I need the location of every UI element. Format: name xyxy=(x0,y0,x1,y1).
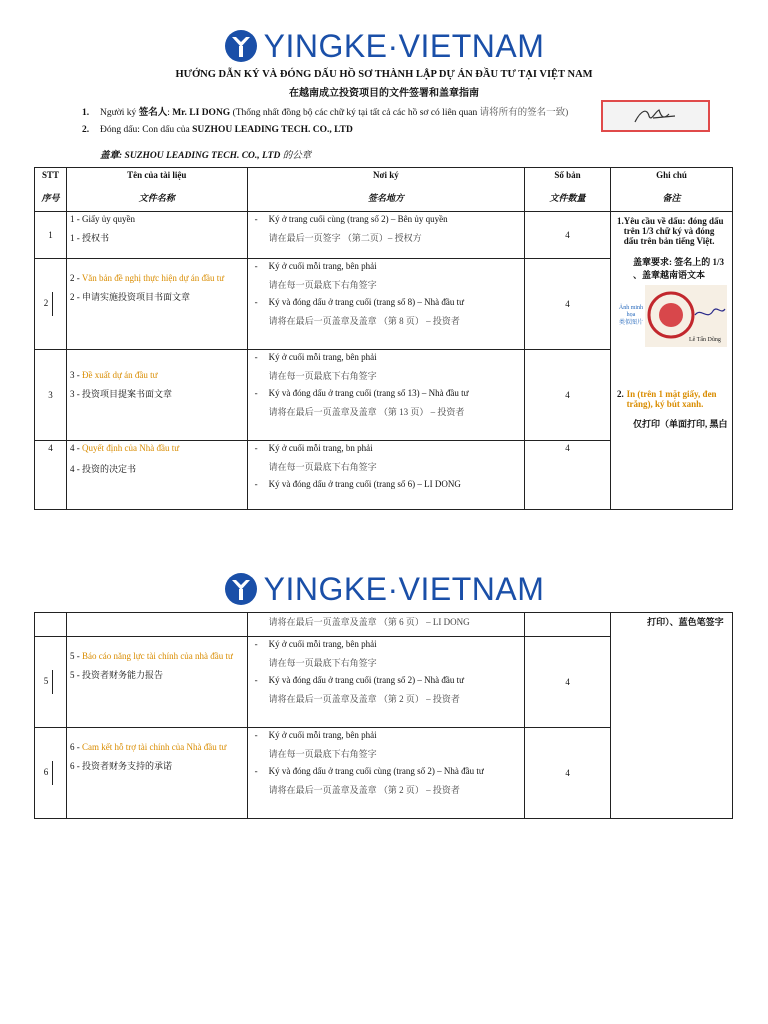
yingke-logo xyxy=(0,26,768,66)
header-stt: STT 序号 xyxy=(35,168,67,212)
signature-image xyxy=(603,102,708,130)
row-copies: 4 xyxy=(525,259,611,350)
signature-sample xyxy=(601,100,710,132)
signer-line: 1. Người ký 签名人: Mr. LI DONG (Thống nhất đồng bộ các chữ ký tại tất cả các hồ sơ có liên quan 请将所有的签名一致) xyxy=(82,108,569,118)
table-header xyxy=(35,168,733,212)
yingke-logo-icon xyxy=(224,572,258,606)
logo-text: YINGKE·VIETNAM xyxy=(263,571,545,607)
row-sign-place: - Ký ở cuối mỗi trang, bên phải 请在每一页最底下右角签字 - Ký và đóng dấu ở trang cuối (trang số 13) – Nhà đầu tư 请将在最后一页盖章及盖章 （第 13 页） – 投资者 xyxy=(247,350,524,441)
row-document-name: 3 - Đề xuất dự án đầu tư 3 - 投资项目提案书面文章 xyxy=(66,350,247,441)
row-sign-place: - Ký ở cuối mỗi trang, bên phải 请在每一页最底下右角签字 - Ký và đóng dấu ở trang cuối (trang số 2) – Nhà đầu tư 请将在最后一页盖章及盖章 （第 2 页） – 投资者 xyxy=(247,637,525,728)
row-document-name: 6 - Cam kết hỗ trợ tài chính của Nhà đầu tư 6 - 投资者财务支持的承诺 xyxy=(66,728,247,819)
title-chinese: 在越南成立投资项目的文件签署和盖章指南 xyxy=(289,88,479,99)
logo-text: YINGKE·VIETNAM xyxy=(263,28,545,64)
row-copies: 4 xyxy=(525,637,611,728)
table-row-continued xyxy=(35,613,733,637)
row-stt: 3 xyxy=(35,350,67,441)
row-sign-place: - Ký ở cuối mỗi trang, bn phải 请在每一页最底下右角签字 - Ký và đóng dấu ở trang cuối (trang số 6) – LI DONG xyxy=(247,441,524,510)
row-copies: 4 xyxy=(525,212,611,259)
header-document-name: Tên của tài liệu 文件名称 xyxy=(66,168,247,212)
yingke-logo-icon xyxy=(224,29,258,63)
row-sign-place: - Ký ở cuối mỗi trang, bên phải 请在每一页最底下右角签字 - Ký và đóng dấu ở trang cuối (trang số 8) – Nhà đầu tư 请将在最后一页盖章及盖章 （第 8 页） – 投资者 xyxy=(247,259,524,350)
row-sign-place: - Ký ở trang cuối cùng (trang số 2) – Bên ủy quyền 请在最后一页签字 （第二页）– 授权方 xyxy=(247,212,524,259)
illustration-label: Ảnh minh họa 类似图片 xyxy=(618,305,644,326)
row-stt: 5 xyxy=(35,637,67,728)
row-stt: 1 xyxy=(35,212,67,259)
note-2: 2. In (trên 1 mặt giấy, đen trắng), ký bút xanh. xyxy=(616,389,717,409)
stamp-illustration xyxy=(617,285,728,347)
row-sign-place: 请将在最后一页盖章及盖章 （第 6 页） – LI DONG xyxy=(247,613,525,637)
row-stt: 2 xyxy=(35,259,67,350)
note-2-cn: 仅打印（单面打印, 黑白 xyxy=(632,419,728,429)
seal-cn-line: 盖章: SUZHOU LEADING TECH. CO., LTD 的公章 xyxy=(100,151,312,161)
notes-cell xyxy=(610,212,732,510)
header-sign-place: Nơi ký 签名地方 xyxy=(247,168,524,212)
document-table-page-2 xyxy=(34,612,733,819)
document-table xyxy=(34,167,733,510)
note-1-cn: 盖章要求: 签名上的 1/3 、盖章越南语文本 xyxy=(632,257,724,280)
row-document-name: 1 - Giấy ủy quyền 1 - 授权书 xyxy=(66,212,247,259)
seal-line: 2. Đóng dấu: Con dấu của SUZHOU LEADING TECH. CO., LTD xyxy=(82,125,353,135)
row-document-name: 4 - Quyết định của Nhà đầu tư 4 - 投资的决定书 xyxy=(66,441,247,510)
header-copies: Số bản 文件数量 xyxy=(525,168,611,212)
note-1: 1. Yêu cầu về dấu: đóng dấu trên 1/3 chữ ký và đóng dấu trên bản tiếng Việt. xyxy=(616,216,724,246)
title-vietnamese: HƯỚNG DẪN KÝ VÀ ĐÓNG DẤU HỒ SƠ THÀNH LẬP DỰ ÁN ĐẦU TƯ TẠI VIỆT NAM xyxy=(175,69,593,80)
svg-text:Lê Tấn Dũng: Lê Tấn Dũng xyxy=(688,337,721,343)
header-notes: Ghi chú 备注 xyxy=(610,168,732,212)
stamp-image xyxy=(645,285,727,347)
row-document-name: 2 - Văn bản đề nghị thực hiện dự án đầu tư 2 - 申请实施投资项目书面文章 xyxy=(66,259,247,350)
row-copies: 4 xyxy=(525,350,611,441)
row-document-name: 5 - Báo cáo năng lực tài chính của nhà đầu tư 5 - 投资者财务能力报告 xyxy=(66,637,247,728)
yingke-logo-page-2 xyxy=(0,569,768,609)
note-2-cn-continued: 打印）、蓝色笔签字 xyxy=(611,613,733,819)
row-sign-place: - Ký ở cuối mỗi trang, bên phải 请在每一页最底下右角签字 - Ký và đóng dấu ở trang cuối cùng (trang số 2) – Nhà đầu tư 请将在最后一页盖章及盖章 （第 2 页） – 投资者 xyxy=(247,728,525,819)
row-copies: 4 xyxy=(525,441,611,510)
table-row xyxy=(35,212,733,259)
row-stt: 4 xyxy=(35,441,67,510)
row-copies: 4 xyxy=(525,728,611,819)
row-stt: 6 xyxy=(35,728,67,819)
